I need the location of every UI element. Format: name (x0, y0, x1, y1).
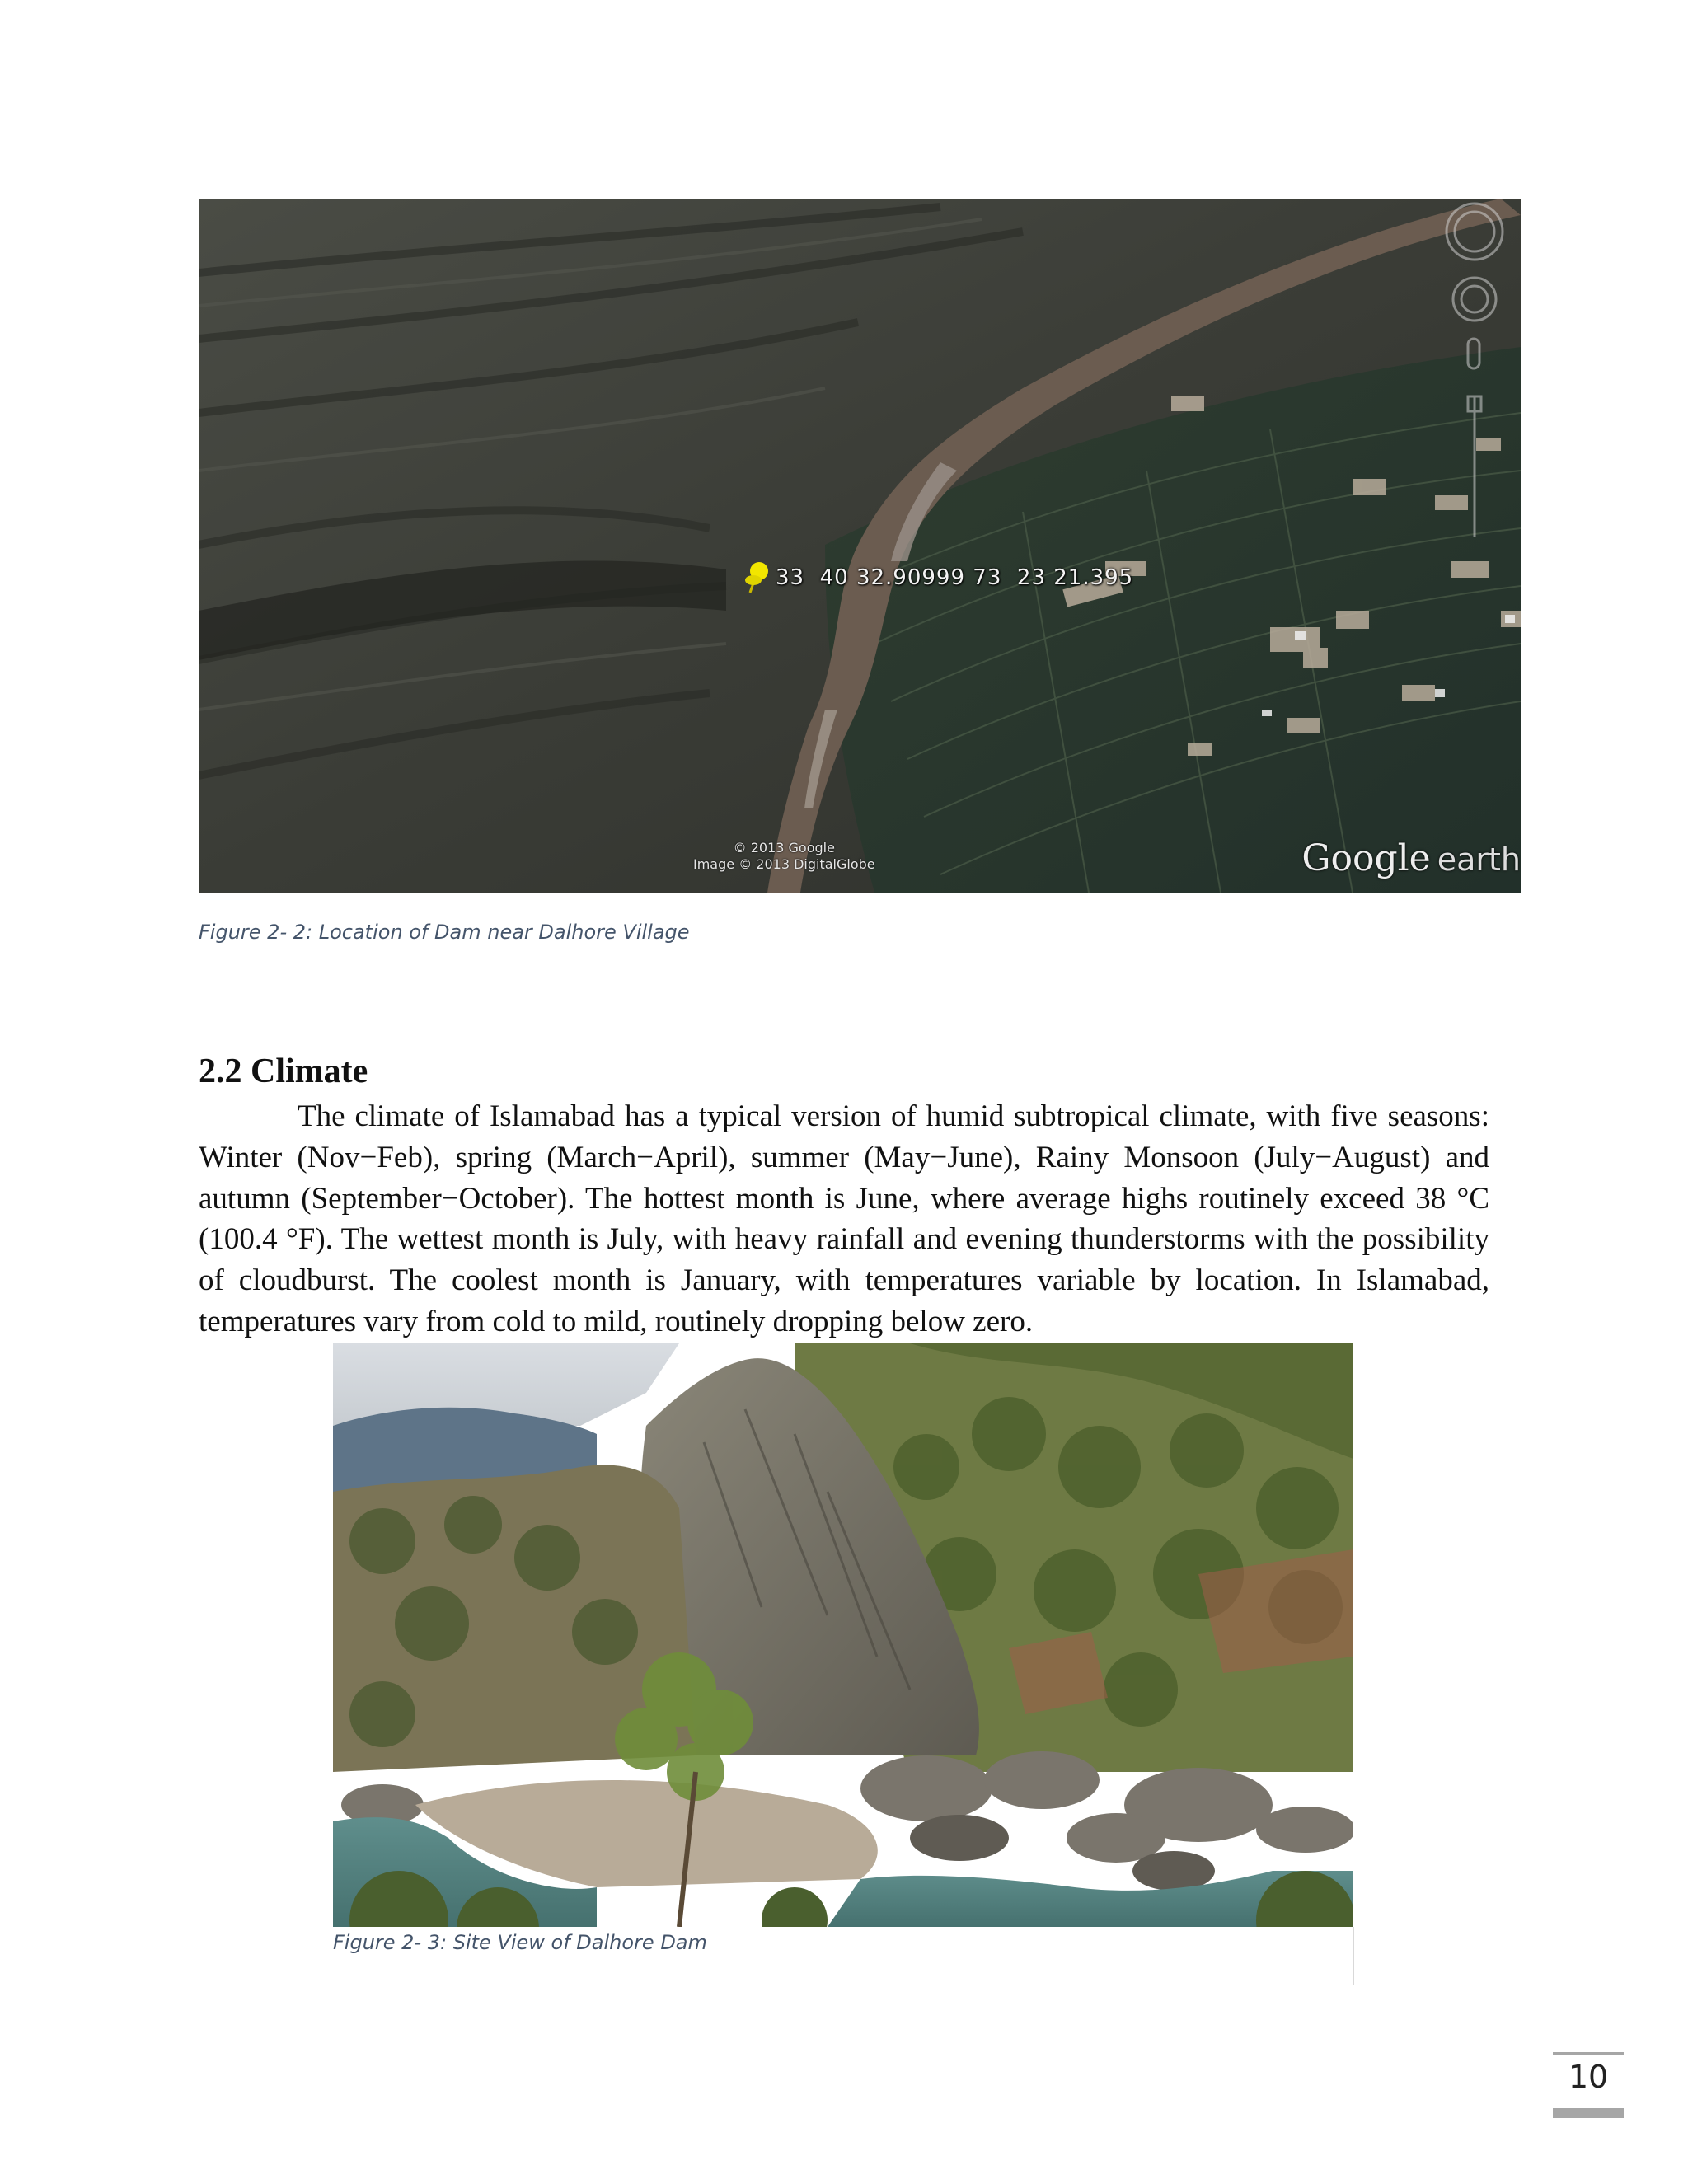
coordinate-label: 33 40 32.90999 73 23 21.395 (776, 565, 1134, 590)
brand-suffix: earth (1437, 841, 1521, 878)
site-photo-scene (333, 1343, 1353, 1927)
copyright-line: © 2013 Google (733, 840, 835, 855)
copyright-line: Image © 2013 DigitalGlobe (693, 856, 875, 872)
figure-caption: Figure 2- 3: Site View of Dalhore Dam (333, 1931, 707, 1954)
satellite-terrain (199, 199, 1521, 893)
site-photo (333, 1343, 1353, 1927)
page-number-rule (1553, 2052, 1624, 2055)
imagery-copyright (693, 840, 875, 873)
section-paragraph: The climate of Islamabad has a typical version of humid subtropical climate, with five seasons: Winter (Nov−Feb), spring (March−April), summer (May−June), Rainy Monsoon (July−August) and autumn (September−October). The hottest month is June, where average highs routinely exceed 38 °C (100.4 °F). The wettest month is July, with heavy rainfall and evening thunderstorms with the possibility of cloudburst. The coolest month is January, with temperatures variable by location. In Islamabad, temperatures vary from cold to mild, routinely dropping below zero. (199, 1099, 1489, 1338)
page-number: 10 (1568, 2059, 1609, 2095)
google-earth-logo (1301, 837, 1521, 879)
section-heading: 2.2 Climate (199, 1052, 368, 1090)
satellite-image (199, 199, 1521, 893)
page-number-bar (1553, 2108, 1624, 2118)
figure-caption: Figure 2- 2: Location of Dam near Dalhore Village (199, 921, 690, 944)
figure-side-rule (1353, 1927, 1354, 1985)
brand-name: Google (1301, 837, 1431, 879)
